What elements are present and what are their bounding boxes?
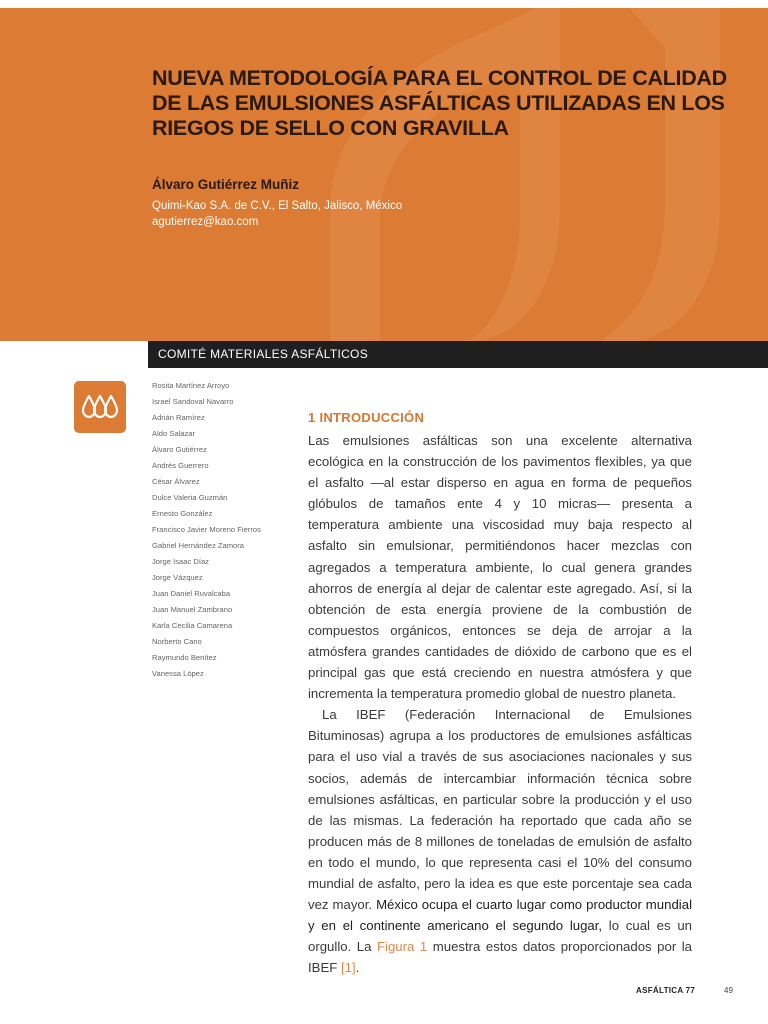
committee-member: Andrés Guerrero [152,461,209,470]
committee-member: Jorge Isaac Díaz [152,557,209,566]
committee-member: Juan Manuel Zambrano [152,605,233,614]
committee-member: Raymundo Benítez [152,653,217,662]
background-drop-graphic [0,8,768,341]
author-email[interactable]: agutierrez@kao.com [152,216,259,228]
committee-member: César Álvarez [152,477,200,486]
committee-member: Aldo Salazar [152,429,196,438]
body-paragraph [308,704,692,978]
article-title: NUEVA METODOLOGÍA PARA EL CONTROL DE CALIDAD DE LAS EMULSIONES ASFÁLTICAS UTILIZADAS EN LOS RIEGOS DE SELLO CON GRAVILLA [152,66,727,140]
body-text-run: . [355,960,360,976]
body-text-run: lo cual es un orgullo. La [308,918,692,955]
author-name: Álvaro Gutiérrez Muñiz [152,177,300,192]
page-number: 49 [724,986,733,995]
citation-link[interactable]: [1] [340,960,356,976]
committee-member: Karla Cecilia Camarena [152,621,233,630]
committee-member: Ernesto González [152,509,213,518]
committee-member: Vanessa López [152,669,204,678]
committee-member: Jorge Vázquez [152,573,203,582]
committee-member: Israel Sandoval Navarro [152,397,234,406]
body-text-run: La IBEF (Federación Internacional de Emulsiones Bituminosas) agrupa a los productores de emulsiones asfálticas para el uso vial a través de sus asociaciones nacionales y sus socios, además de intercambiar información técnica sobre emulsiones asfálticas, en particular sobre la producción y el uso de las mismas. La federación ha reportado que cada año se producen más de 8 millones de toneladas de emulsión de asfalto en todo el mundo, lo que representa casi el 10% del consumo mundial de asfalto, pero la idea es que este porcentaje sea cada vez mayor. [308,707,692,913]
author-block [152,177,402,230]
asphalt-drops-icon [74,381,126,433]
journal-name: ASFÁLTICA 77 [636,986,696,995]
committee-member: Dulce Valeria Guzmán [152,493,228,502]
committee-member: Juan Daniel Ruvalcaba [152,589,231,598]
figure-link[interactable]: Figura 1 [376,939,428,955]
committee-member: Rosita Martínez Arroyo [152,381,230,390]
committee-member: Álvaro Gutiérrez [152,445,207,454]
committee-members-list [152,378,261,682]
author-affiliation: Quimi-Kao S.A. de C.V., El Salto, Jalisco, México [152,200,403,212]
article-header [0,8,768,341]
body-text-run: muestra estos datos proporcionados por la IBEF [308,939,692,976]
body-paragraph: Las emulsiones asfálticas son una excelente alternativa ecológica en la construcción de los pavimentos flexibles, ya que el asfalto —al estar disperso en agua en forma de pequeños glóbulos de tamaños ente 4 y 10 micras— presenta a temperatura ambiente una viscosidad muy baja respecto al asfalto sin emulsionar, permitiéndonos hacer mezclas con agregados a temperatura ambiente, lo cual genera grandes ahorros de energía al dejar de calentar este agregado. Así, si la obtención de esta energía proviene de la combustión de compuestos orgánicos, entonces se deja de arrojar a la atmósfera grandes cantidades de dióxido de carbono que es el principal gas que está creciendo en nuestra atmósfera y que incrementa la temperatura promedio global de nuestro planeta. [308,433,692,702]
highlighted-text: México ocupa el cuarto lugar como productor mundial y en el continente americano el segundo lugar, [308,897,692,934]
committee-member: Norberto Cano [152,637,202,646]
committee-member: Gabriel Hernández Zamora [152,541,245,550]
committee-member: Francisco Javier Moreno Fierros [152,525,261,534]
committee-label: COMITÉ MATERIALES ASFÁLTICOS [148,341,768,368]
article-body [308,430,692,978]
section-heading: 1 INTRODUCCIÓN [308,410,425,425]
committee-member: Adrián Ramírez [152,413,205,422]
